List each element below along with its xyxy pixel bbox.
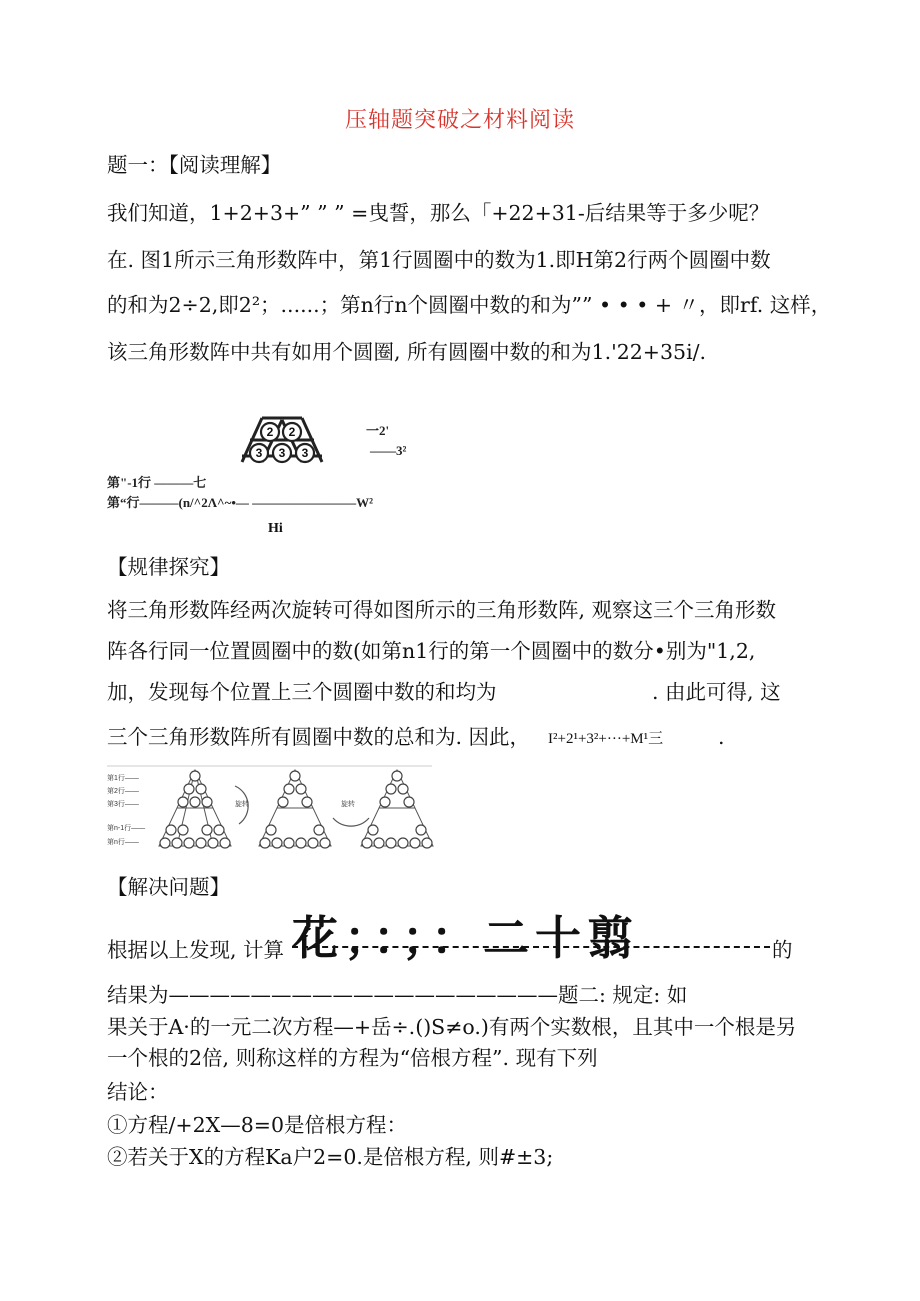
figure1-circle-number: 3	[301, 446, 309, 460]
rule-line-2: 阵各行同一位置圆圈中的数(如第n1行的第一个圆圈中的数分•别为"1,2,	[107, 639, 756, 663]
figure1-caption: Hi	[268, 521, 283, 536]
figure1-circle-triangle	[232, 410, 332, 472]
figure2-row-label: 第n-1行——	[107, 825, 146, 832]
figure2-row-label: 第n行——	[107, 839, 139, 846]
figure1-circle-number: 3	[278, 446, 286, 460]
document-title: 压轴题突破之材料阅读	[344, 108, 575, 133]
solve-line-7: ②若关于X的方程Ka户2=0.是倍根方程, 则#±3;	[107, 1145, 554, 1169]
figure2-rotated-triangles	[107, 764, 437, 854]
figure1-row-label-2: 第“行———(n/^2Λ^~•— ————————W²	[107, 495, 374, 510]
figure2-row-label: 第1行——	[107, 775, 139, 782]
rule-line-1: 将三角形数阵经两次旋转可得如图所示的三角形数阵, 观察这三个三角形数	[107, 598, 777, 622]
rule-line-4b: I²+2¹+3²+···+M¹三	[548, 731, 664, 747]
q1-heading: 题一：【阅读理解】	[107, 153, 282, 177]
figure2-rotate-label: 旋转	[341, 801, 355, 808]
figure1-side-label-top: 一2'	[366, 423, 390, 438]
solve-line-1a: 根据以上发现, 计算	[107, 938, 285, 962]
figure1-row-label-1: 第"-1行 ———七	[107, 475, 207, 490]
figure2-rotate-label: 旋转	[235, 801, 249, 808]
strike-line	[292, 946, 770, 948]
rule-line-4a: 三个三角形数阵所有圆圈中数的总和为. 因此，	[107, 725, 531, 749]
solve-heading: 【解决问题】	[107, 875, 230, 899]
figure2-row-label: 第2行——	[107, 788, 139, 795]
q1-line-1: 我们知道，1+2+3+” ” ” =曳誓，那么「+22+31-后结果等于多少呢？	[107, 201, 770, 225]
q1-line-3: 的和为2÷2,即2²；......；第n行n个圆圈中数的和为”” • • • + 〃，即rf. 这样，	[107, 293, 832, 317]
figure1-circle-number: 2	[266, 425, 274, 439]
solve-big-expression: 花；：；：二十翦	[292, 911, 639, 965]
figure1-circle-number: 3	[255, 446, 263, 460]
solve-line-6: ①方程/+2X—8=0是倍根方程：	[107, 1113, 407, 1137]
rule-line-3a: 加，发现每个位置上三个圆圈中数的和均为	[107, 680, 497, 704]
solve-line-3: 果关于A·的一元二次方程—+岳÷.()S≠o.)有两个实数根，且其中一个根是另	[107, 1015, 797, 1039]
solve-line-5: 结论：	[107, 1080, 169, 1104]
figure1-side-label-bottom: ——3²	[370, 443, 407, 458]
solve-line-2: 结果为———————————————————题二: 规定: 如	[107, 983, 688, 1007]
rule-heading: 【规律探究】	[107, 555, 230, 579]
rule-line-3b: . 由此可得, 这	[652, 680, 781, 704]
figure1-circle-number: 2	[288, 425, 296, 439]
solve-line-1b: 的	[772, 938, 793, 962]
rule-line-4c: .	[718, 725, 725, 749]
q1-line-4: 该三角形数阵中共有如用个圆圈, 所有圆圈中数的和为1.'22+35i/.	[107, 340, 707, 364]
solve-line-4: 一个根的2倍, 则称这样的方程为“倍根方程”. 现有下列	[107, 1046, 598, 1070]
figure2-row-label: 第3行——	[107, 801, 139, 808]
q1-line-2: 在. 图1所示三角形数阵中，第1行圆圈中的数为1.即H第2行两个圆圈中数	[107, 248, 771, 272]
